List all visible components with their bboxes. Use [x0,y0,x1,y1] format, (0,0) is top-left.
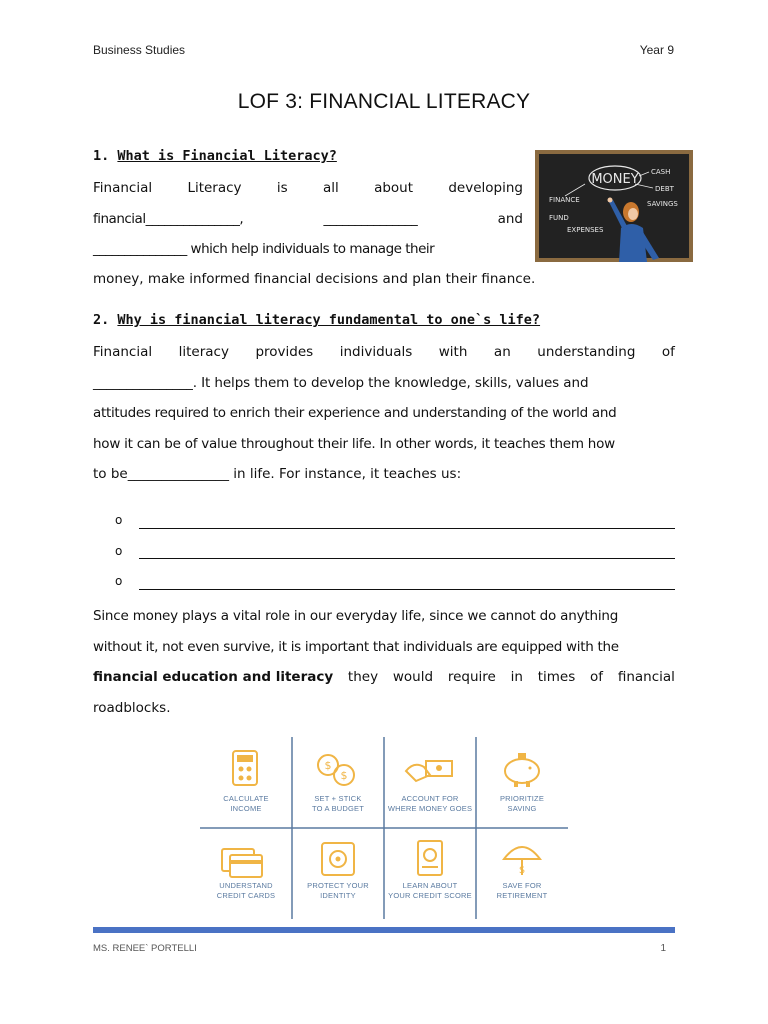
teacher-chalkboard-illustration [535,150,693,262]
text-line: to be_______________ in life. For instance, it teaches us: [93,466,462,482]
chalk-expenses: EXPENSES [567,226,604,234]
label-saving-1: PRIORITIZE [499,794,545,803]
question-2-paragraph [93,337,675,490]
question-1-text: What is Financial Literacy? [117,148,337,164]
list-item [115,566,675,597]
safe-identity-icon [322,843,354,875]
list-item [115,505,675,536]
word: literacy [178,344,229,360]
question-1-heading [93,148,337,164]
chalk-debt: DEBT [655,185,674,193]
chalk-fund: FUND [549,214,569,222]
word: they [347,669,379,685]
word: Literacy [187,180,242,196]
label-credit-cards-1: UNDERSTAND [219,881,273,890]
q1-line-3 [93,234,523,265]
label-identity-2: IDENTITY [320,891,356,900]
svg-text:$: $ [518,865,526,876]
word: about [374,180,414,196]
text-line: attitudes required to enrich their experience and understanding of the world and [93,405,617,421]
footer-divider-bar [93,927,675,933]
closing-paragraph [93,601,675,723]
word: all [322,180,339,196]
word: times [537,669,576,685]
q1-line-4 [93,264,675,295]
word: require [447,669,496,685]
word: financial_______________, [93,210,244,227]
answer-bullet-list [115,505,675,597]
svg-text:$: $ [324,759,332,772]
list-item [115,536,675,567]
bold-phrase: financial education and literacy [93,669,334,685]
label-calculate-income-2: INCOME [230,804,262,813]
bullet-marker: o [115,543,123,558]
umbrella-money-icon [504,847,540,876]
label-saving-2: SAVING [507,804,537,813]
svg-text:$: $ [340,769,348,782]
credit-report-icon [418,841,442,875]
footer-page-number: 1 [660,943,666,954]
label-calculate-income-1: CALCULATE [223,794,269,803]
word: and [497,210,523,227]
header-subject: Business Studies [93,43,186,57]
budget-coins-icon [318,755,354,785]
label-credit-score-2: YOUR CREDIT SCORE [388,891,472,900]
label-retirement-1: SAVE FOR [502,881,542,890]
answer-blank-line [139,542,675,559]
text-line: roadblocks. [93,699,171,716]
piggy-bank-icon [505,753,539,787]
question-1-number: 1. [93,148,110,164]
answer-blank-line [139,512,675,529]
chalk-cash: CASH [651,168,671,176]
q1-line-2 [93,204,523,235]
question-2-text: Why is financial literacy fundamental to one`s life? [117,312,541,328]
word: is [276,180,288,196]
bullet-marker: o [115,513,123,528]
word: provides [255,344,314,360]
para3-line-3 [93,662,675,693]
money-hand-icon [406,761,452,781]
bullet-marker: o [115,574,123,589]
footer-author: MS. RENEE` PORTELLI [93,943,197,954]
label-retirement-2: RETIREMENT [496,891,548,900]
text-line: _______________ which help individuals to manage their [93,241,435,257]
answer-blank-line [139,573,675,590]
label-credit-cards-2: CREDIT CARDS [216,891,276,900]
text-line: _______________. It helps them to develop the knowledge, skills, values and [93,374,589,391]
chalk-finance: FINANCE [549,196,580,204]
financial-tips-icon-grid [200,737,568,919]
label-account-2: WHERE MONEY GOES [387,804,473,813]
word: with [438,344,468,360]
q1-line-1 [93,173,523,204]
word: developing [448,180,523,196]
word: understanding [537,344,636,360]
credit-card-icon [222,849,262,877]
q2-line-1 [93,337,675,368]
question-2-number: 2. [93,312,110,328]
text-line: without it, not even survive, it is important that individuals are equipped with the [93,638,619,655]
text-line: how it can be of value throughout their life. In other words, it teaches them how [93,435,615,452]
text-line: money, make informed financial decisions and plan their finance. [93,271,536,287]
calculator-icon [233,751,257,785]
word: Financial [93,344,153,360]
text-line: Since money plays a vital role in our everyday life, since we cannot do anything [93,608,619,624]
question-1-paragraph-top [93,173,523,265]
word: in [510,669,523,685]
label-identity-1: PROTECT YOUR [307,881,369,890]
word: _______________ [323,210,418,227]
word: financial [617,669,675,685]
label-credit-score-1: LEARN ABOUT [402,881,458,890]
header-year: Year 9 [639,43,674,57]
question-2-heading [93,312,540,328]
chalk-savings: SAVINGS [647,200,678,208]
word: of [661,344,675,360]
label-budget-1: SET + STICK [314,794,362,803]
label-account-1: ACCOUNT FOR [401,794,459,803]
word: individuals [339,344,413,360]
word: Financial [93,180,153,196]
page-title: LOF 3: FINANCIAL LITERACY [237,90,531,113]
chalk-money: MONEY [591,172,639,187]
word: of [590,669,604,685]
label-budget-2: TO A BUDGET [311,804,365,813]
word: would [392,669,434,685]
word: an [493,344,511,360]
